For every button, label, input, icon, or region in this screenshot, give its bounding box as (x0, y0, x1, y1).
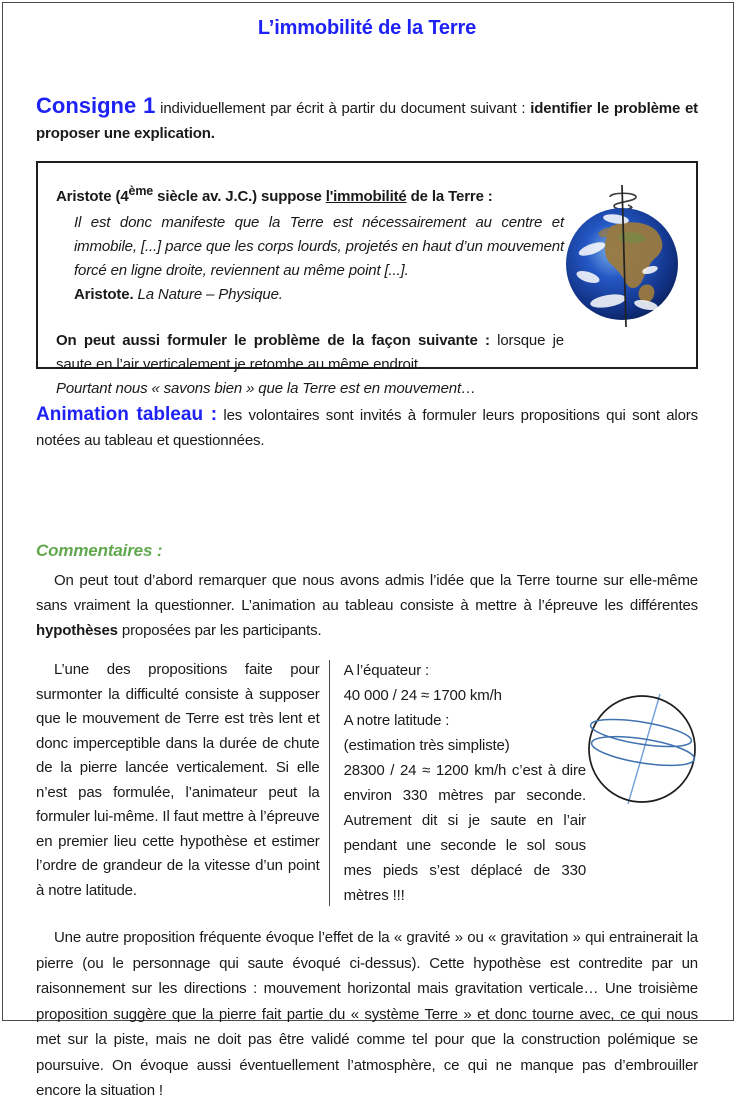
consigne-heading: Consigne 1 (36, 93, 156, 118)
closing-paragraph: Une autre proposition fréquente évoque l’effet de la « gravité » ou « gravitation » qui entrainerait la pierre (ou le personnage qui saute évoqué ci-dessus). Cette hypothèse est contredite par un raisonnement sur les directions : mouvement horizontal mais gravitation verticale… Une troisième proposition suggère que la pierre fait partie du « système Terre » et donc tourne avec, ce qui nous met sur la piste, mais ne doit pas être validé comme tel pour que la construction polémique se poursuive. On évoque aussi éventuellement l’atmosphère, ce qui ne manque pas d’embrouiller encore la situation ! (36, 929, 698, 1099)
diagram-axis-line (628, 694, 660, 804)
consigne-paragraph (36, 93, 698, 146)
aristote-box-heading (56, 179, 564, 209)
attribution-author: Aristote. (74, 286, 134, 303)
page-title: L’immobilité de la Terre (257, 17, 477, 39)
sphere-latitude-diagram (586, 690, 698, 808)
calc-line: A l’équateur : (343, 662, 430, 679)
heading-part: de la Terre : (406, 188, 493, 205)
intro-text: proposées par les participants. (117, 622, 322, 639)
aristote-quote-box (36, 161, 698, 397)
diagram-sphere-outline (589, 696, 695, 802)
problem-remark: Pourtant nous « savons bien » que la Terre est en mouvement… (56, 380, 476, 397)
animation-heading: Animation tableau : (36, 404, 218, 425)
calc-line: (estimation très simpliste) (343, 737, 510, 754)
left-column-text: L’une des propositions faite pour surmonter la difficulté consiste à supposer que le mouvement de Terre est très lent et donc imperceptible dans la durée de chute de la pierre lancée verticalement. Si elle n’est pas formulée, l’animateur peut la formuler lui-même. Il faut mettre à l’épreuve en premier lieu cette hypothèse et estimer l’ordre de grandeur de la vitesse d’un point à notre latitude. (36, 661, 320, 899)
heading-superscript: ème (128, 184, 154, 198)
attribution-work: La Nature – Physique. (133, 286, 283, 303)
consigne-text: individuellement par écrit à partir du document suivant : (155, 100, 531, 117)
aristote-attribution (74, 283, 564, 307)
heading-part: siècle av. J.C.) suppose (153, 188, 326, 205)
intro-text: On peut tout d’abord remarquer que nous avons admis l’idée que la Terre tourne sur elle-même sans vraiment la questionner. L’animation au tableau consiste à mettre à l’épreuve les différentes (36, 572, 698, 614)
problem-lead: On peut aussi formuler le problème de la façon suivante : (56, 332, 490, 349)
problem-body: lorsque je saute en l’air verticalement je retombe au même endroit. (56, 332, 564, 373)
animation-text: les volontaires sont invités à formuler leurs propositions qui sont alors notées au tableau et questionnées. (36, 407, 698, 449)
calc-line: A notre latitude : (343, 712, 450, 729)
calculation-column (330, 658, 586, 908)
heading-part: Aristote (4 (56, 188, 129, 205)
earth-with-axis-graphic (558, 175, 688, 335)
two-column-section (36, 658, 698, 908)
calc-paragraph: 28300 / 24 ≈ 1200 km/h c’est à dire environ 330 mètres par seconde. Autrement dit si je saute en l’air pendant une seconde le sol sous mes pieds s’est déplacé de 330 mètres !!! (343, 762, 587, 904)
globe-diagram-container (586, 658, 698, 908)
earth-photo-illustration (558, 175, 688, 335)
commentaires-heading: Commentaires : (36, 541, 163, 560)
aristote-quote: Il est donc manifeste que la Terre est nécessairement au centre et immobile, [...] parce que les corps lourds, projetés en haut d’un mouvement forcé en ligne droite, reviennent au même point [...]. (74, 214, 564, 279)
consigne-text-bold: identifier le problème et proposer une explication. (36, 100, 698, 142)
latitude-ellipse-upper (589, 714, 693, 752)
heading-underlined-word: l'immobilité (325, 188, 407, 205)
calc-line: 40 000 / 24 ≈ 1700 km/h (343, 687, 502, 704)
animation-paragraph (36, 402, 698, 453)
commentaires-intro (36, 568, 698, 643)
intro-bold-word: hypothèses (36, 622, 118, 639)
problem-statement (56, 329, 564, 401)
aristote-box-text (56, 179, 564, 401)
